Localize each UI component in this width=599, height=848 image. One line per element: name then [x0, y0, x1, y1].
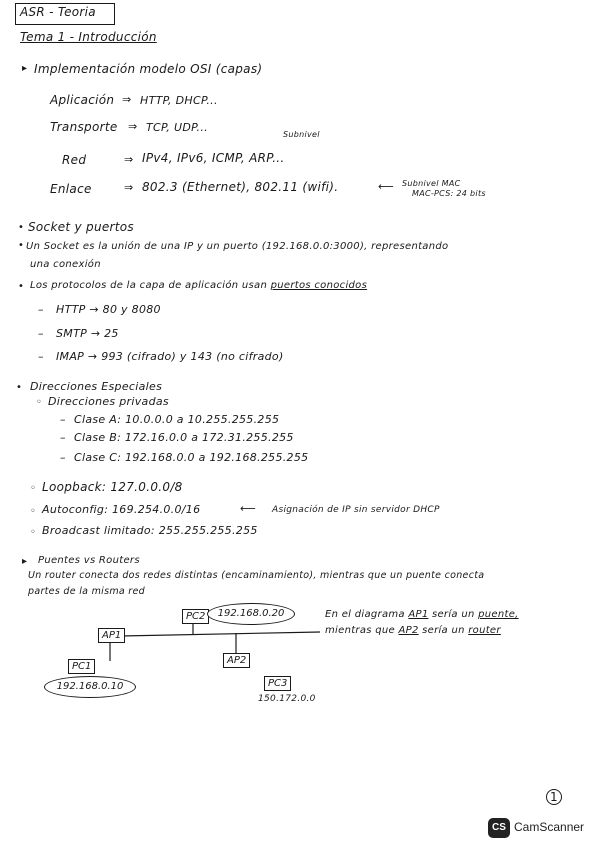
broadcast: Broadcast limitado: 255.255.255.255: [42, 524, 258, 537]
dash-bullet-icon: –: [38, 350, 44, 363]
dash-bullet-icon: –: [60, 431, 66, 444]
camscanner-watermark: CamScanner: [514, 820, 585, 834]
address-class: Clase B: 172.16.0.0 a 172.31.255.255: [74, 431, 294, 444]
address-class: Clase C: 192.168.0.0 a 192.168.255.255: [74, 451, 309, 464]
circle-bullet-icon: ◦: [36, 397, 42, 408]
loopback: Loopback: 127.0.0.0/8: [42, 480, 183, 494]
socket-definition: Un Socket es la unión de una IP y un puerto (192.168.0.0:3000), representando: [26, 241, 449, 252]
osi-layer-protocols: HTTP, DHCP...: [140, 94, 218, 107]
arrow-icon: ⇒: [124, 153, 134, 166]
dot-bullet-icon: •: [18, 240, 24, 251]
pc3-node: PC3: [264, 676, 291, 691]
circle-bullet-icon: ◦: [30, 483, 36, 494]
ap1-node: AP1: [98, 628, 125, 643]
osi-layer-name: Enlace: [50, 182, 92, 196]
dash-bullet-icon: –: [60, 413, 66, 426]
osi-layer-name: Aplicación: [50, 93, 115, 107]
osi-layer-name: Transporte: [50, 120, 118, 134]
diagram-note-line-2: mientras que AP2 sería un router: [325, 625, 501, 636]
left-arrow-icon: ⟵: [240, 502, 257, 515]
private-heading: Direcciones privadas: [48, 395, 169, 408]
page-number: 1: [546, 789, 562, 805]
pc2-node: PC2: [182, 609, 209, 624]
osi-layer-note-2: MAC-PCS: 24 bits: [412, 189, 486, 198]
addresses-heading: Direcciones Especiales: [30, 380, 163, 393]
circle-bullet-icon: ◦: [30, 506, 36, 517]
bridge-word: puente,: [478, 609, 519, 620]
pc2-ip: 192.168.0.20: [207, 603, 295, 625]
camscanner-logo-icon: CS: [488, 818, 510, 838]
known-ports-text: puertos conocidos: [270, 280, 368, 291]
sockets-heading: Socket y puertos: [28, 220, 134, 234]
dash-bullet-icon: –: [60, 451, 66, 464]
autoconfig-note: Asignación de IP sin servidor DHCP: [272, 505, 440, 515]
page-title: ASR - Teoria: [20, 5, 96, 19]
dot-bullet-icon: •: [18, 281, 24, 292]
arrow-icon: ⇒: [128, 120, 138, 133]
protocols-intro: Los protocolos de la capa de aplicación usan puertos conocidos: [30, 280, 368, 291]
dash-bullet-icon: –: [38, 327, 44, 340]
osi-layer-protocols: 802.3 (Ethernet), 802.11 (wifi).: [142, 180, 339, 194]
ap1-ref: AP1: [408, 609, 429, 620]
diagram-note-line-1: En el diagrama AP1 sería un puente,: [325, 609, 519, 620]
pc1-node: PC1: [68, 659, 95, 674]
ap2-ref: AP2: [398, 625, 419, 636]
circle-bullet-icon: ◦: [30, 527, 36, 538]
port-item: IMAP → 993 (cifrado) y 143 (no cifrado): [56, 350, 284, 363]
router-word: router: [468, 625, 501, 636]
page-subtitle: Tema 1 - Introducción: [20, 30, 157, 44]
osi-layer-note: Subnivel: [283, 130, 320, 139]
left-arrow-icon: ⟵: [378, 180, 395, 193]
port-item: HTTP → 80 y 8080: [56, 303, 161, 316]
routing-heading: Puentes vs Routers: [38, 555, 140, 566]
arrow-icon: ⇒: [124, 181, 134, 194]
port-item: SMTP → 25: [56, 327, 119, 340]
osi-layer-name: Red: [62, 153, 87, 167]
triangle-bullet-icon: ▸: [22, 63, 28, 74]
pc1-ip: 192.168.0.10: [44, 676, 136, 698]
routing-text: Un router conecta dos redes distintas (encaminamiento), mientras que un puente conecta: [28, 570, 485, 581]
dot-bullet-icon: •: [18, 222, 24, 233]
arrow-icon: ⇒: [122, 93, 132, 106]
routing-text-cont: partes de la misma red: [28, 586, 145, 597]
dot-bullet-icon: •: [16, 382, 22, 393]
osi-layer-protocols: IPv4, IPv6, ICMP, ARP...: [142, 151, 285, 165]
socket-definition-cont: una conexión: [30, 259, 101, 270]
dash-bullet-icon: –: [38, 303, 44, 316]
osi-layer-protocols: TCP, UDP...: [146, 121, 208, 134]
pc3-ip: 150.172.0.0: [258, 694, 316, 704]
osi-heading: Implementación modelo OSI (capas): [34, 62, 263, 76]
ap2-node: AP2: [223, 653, 250, 668]
triangle-bullet-icon: ▸: [22, 556, 28, 567]
autoconfig: Autoconfig: 169.254.0.0/16: [42, 503, 201, 516]
osi-layer-note: Subnivel MAC: [402, 179, 461, 188]
address-class: Clase A: 10.0.0.0 a 10.255.255.255: [74, 413, 280, 426]
